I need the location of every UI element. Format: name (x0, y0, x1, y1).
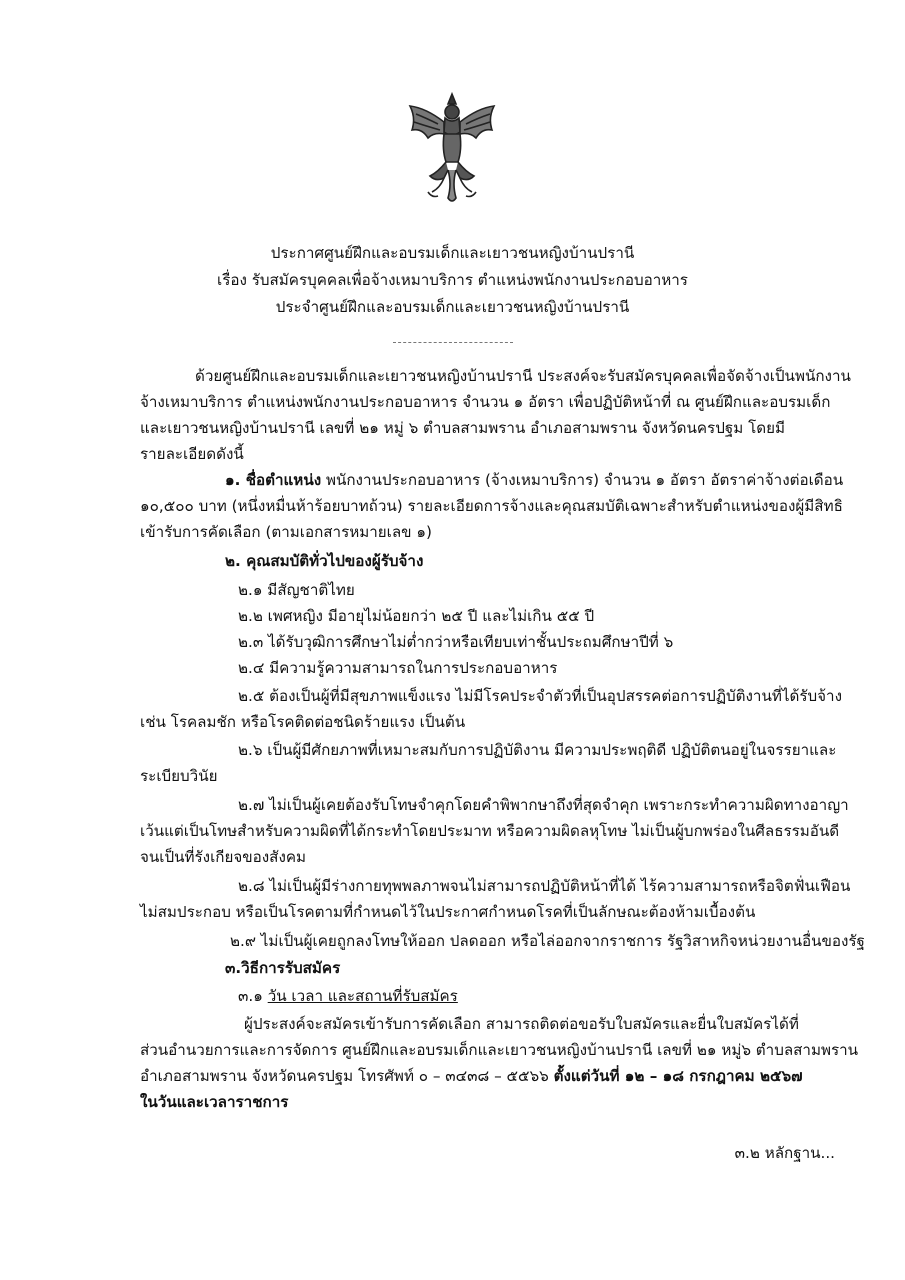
garuda-emblem-icon (402, 88, 502, 208)
section-3-subheading (238, 983, 458, 1009)
contact-phone-text: อำเภอสามพราน จังหวัดนครปฐม โทรศัพท์ ๐ – ๓๔๓๘ – ๕๕๖๖ (140, 1067, 554, 1085)
section-2-item-8-line-2: ไม่สมประกอบ หรือเป็นโรคตามที่กำหนดไว้ในประกาศกำหนดโรคที่เป็นลักษณะต้องห้ามเบื้องต้น (140, 903, 756, 921)
header-title: ประกาศศูนย์ฝึกและอบรมเด็กและเยาวชนหญิงบ้านปรานี (270, 244, 635, 262)
section-2-item-3: ๒.๓ ได้รับวุฒิการศึกษาไม่ต่ำกว่าหรือเทียบเท่าชั้นประถมศึกษาปีที่ ๖ (238, 633, 674, 651)
section-2-item-5-line-1: ๒.๕ ต้องเป็นผู้ที่มีสุขภาพแข็งแรง ไม่มีโรคประจำตัวที่เป็นอุปสรรคต่อการปฏิบัติงานที่ได้รับจ้าง (238, 687, 842, 705)
intro-line-2: จ้างเหมาบริการ ตำแหน่งพนักงานประกอบอาหาร จำนวน ๑ อัตรา เพื่อปฏิบัติหน้าที่ ณ ศูนย์ฝึกและอบรมเด็ก (140, 393, 831, 411)
section-2-item-7-line-2: เว้นแต่เป็นโทษสำหรับความผิดที่ได้กระทำโดยประมาท หรือความผิดลหุโทษ ไม่เป็นผู้บกพร่องในศีลธรรมอันดี (140, 822, 840, 840)
application-dates: ตั้งแต่วันที่ ๑๒ – ๑๘ กรกฎาคม ๒๕๖๗ (553, 1067, 803, 1085)
section-2-heading: ๒. คุณสมบัติทั่วไปของผู้รับจ้าง (225, 552, 424, 570)
section-1-line-1 (225, 467, 843, 493)
section-3-paragraph-line-4: ในวันและเวลาราชการ (140, 1093, 289, 1111)
continuation-marker: ๓.๒ หลักฐาน... (734, 1144, 835, 1162)
section-2-item-6-line-2: ระเบียบวินัย (140, 767, 218, 785)
section-2-item-5-line-2: เช่น โรคลมชัก หรือโรคติดต่อชนิดร้ายแรง เป็นต้น (140, 713, 466, 731)
section-2-item-7-line-3: จนเป็นที่รังเกียจของสังคม (140, 848, 307, 866)
section-2-item-6-line-1: ๒.๖ เป็นผู้มีศักยภาพที่เหมาะสมกับการปฏิบัติงาน มีความประพฤติดี ปฏิบัติตนอยู่ในจรรยาและ (238, 741, 837, 759)
section-3-sub-title: วัน เวลา และสถานที่รับสมัคร (267, 987, 458, 1005)
section-1-heading: ๑. ชื่อตำแหน่ง (225, 471, 322, 489)
announcement-header (0, 240, 905, 321)
section-2-item-4: ๒.๔ มีความรู้ความสามารถในการประกอบอาหาร (238, 659, 558, 677)
section-2-item-7-line-1: ๒.๗ ไม่เป็นผู้เคยต้องรับโทษจำคุกโดยคำพิพากษาถึงที่สุดจำคุก เพราะกระทำความผิดทางอาญา (238, 796, 849, 814)
section-1-line-2: ๑๐,๕๐๐ บาท (หนึ่งหมื่นห้าร้อยบาทถ้วน) รายละเอียดการจ้างและคุณสมบัติเฉพาะสำหรับตำแหน่งของผู้มีสิทธิ (140, 497, 843, 515)
intro-line-1: ด้วยศูนย์ฝึกและอบรมเด็กและเยาวชนหญิงบ้านปรานี ประสงค์จะรับสมัครบุคคลเพื่อจัดจ้างเป็นพนักงาน (195, 367, 851, 385)
section-3-paragraph-line-2: ส่วนอำนวยการและการจัดการ ศูนย์ฝึกและอบรมเด็กและเยาวชนหญิงบ้านปรานี เลขที่ ๒๑ หมู่๖ ตำบลสามพราน (140, 1041, 859, 1059)
header-organization: ประจำศูนย์ฝึกและอบรมเด็กและเยาวชนหญิงบ้านปรานี (275, 298, 630, 316)
intro-line-3: และเยาวชนหญิงบ้านปรานี เลขที่ ๒๑ หมู่ ๖ ตำบลสามพราน อำเภอสามพราน จังหวัดนครปฐม โดยมี (140, 419, 786, 437)
section-3-paragraph-line-1: ผู้ประสงค์จะสมัครเข้ารับการคัดเลือก สามารถติดต่อขอรับใบสมัครและยื่นใบสมัครได้ที่ (244, 1015, 799, 1033)
section-1-text: พนักงานประกอบอาหาร (จ้างเหมาบริการ) จำนวน ๑ อัตรา อัตราค่าจ้างต่อเดือน (321, 471, 844, 489)
header-divider (393, 342, 513, 343)
intro-line-4: รายละเอียดดังนี้ (140, 445, 244, 463)
header-subject: เรื่อง รับสมัครบุคคลเพื่อจ้างเหมาบริการ ตำแหน่งพนักงานประกอบอาหาร (217, 271, 688, 289)
section-2-item-1: ๒.๑ มีสัญชาติไทย (238, 581, 355, 599)
section-1-line-3: เข้ารับการคัดเลือก (ตามเอกสารหมายเลข ๑) (140, 523, 432, 541)
section-3-heading: ๓.วิธีการรับสมัคร (225, 959, 341, 977)
section-2-item-2: ๒.๒ เพศหญิง มีอายุไม่น้อยกว่า ๒๕ ปี และไม่เกิน ๕๕ ปี (238, 607, 595, 625)
section-3-sub-number: ๓.๑ (238, 987, 268, 1005)
section-3-paragraph-line-3 (140, 1063, 803, 1089)
section-2-item-8-line-1: ๒.๘ ไม่เป็นผู้มีร่างกายทุพพลภาพจนไม่สามารถปฏิบัติหน้าที่ได้ ไร้ความสามารถหรือจิตฟั่นเฟือน (238, 877, 851, 895)
section-2-item-9: ๒.๙ ไม่เป็นผู้เคยถูกลงโทษให้ออก ปลดออก หรือไล่ออกจากราชการ รัฐวิสาหกิจหน่วยงานอื่นของรัฐ (230, 932, 865, 950)
